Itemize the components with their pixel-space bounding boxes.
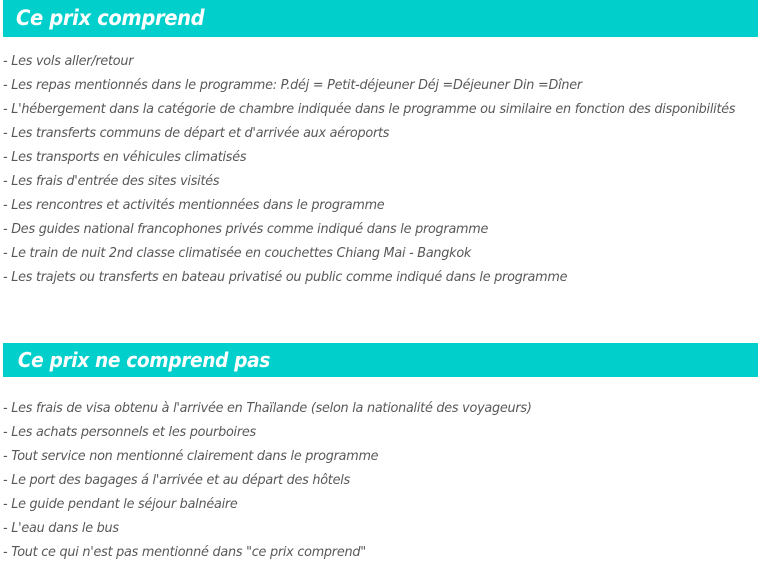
list-item: - Tout ce qui n'est pas mentionné dans "ce prix comprend" <box>3 545 366 560</box>
list-item: - Les repas mentionnés dans le programme: P.déj = Petit-déjeuner Déj =Déjeuner Din =Dîner <box>3 78 582 93</box>
section-title-excluded: Ce prix ne comprend pas <box>17 348 270 372</box>
list-item: - Les transferts communs de départ et d'arrivée aux aéroports <box>3 126 390 141</box>
list-item: - L'eau dans le bus <box>3 521 119 536</box>
list-item: - L'hébergement dans la catégorie de chambre indiquée dans le programme ou similaire en fonction des disponibilités <box>3 102 736 117</box>
list-item: - Le train de nuit 2nd classe climatisée en couchettes Chiang Mai - Bangkok <box>3 246 472 261</box>
list-item: - Les transports en véhicules climatisés <box>3 150 247 165</box>
list-item: - Des guides national francophones privés comme indiqué dans le programme <box>3 222 489 237</box>
list-item: - Les frais d'entrée des sites visités <box>3 174 220 189</box>
excluded-list <box>0 397 758 565</box>
list-item: - Tout service non mentionné clairement dans le programme <box>3 449 379 464</box>
list-item: - Les achats personnels et les pourboires <box>3 425 256 440</box>
list-item: - Les trajets ou transferts en bateau privatisé ou public comme indiqué dans le programme <box>3 270 568 285</box>
list-item: - Les vols aller/retour <box>3 54 134 69</box>
list-item: - Les frais de visa obtenu à l'arrivée en Thaïlande (selon la nationalité des voyageurs) <box>3 401 532 416</box>
list-item: - Les rencontres et activités mentionnées dans le programme <box>3 198 385 213</box>
included-list <box>0 50 758 290</box>
section-heading-bar-excluded <box>3 343 758 377</box>
section-heading-bar-included <box>3 0 758 37</box>
section-title-included: Ce prix comprend <box>16 6 205 30</box>
list-item: - Le port des bagages á l'arrivée et au départ des hôtels <box>3 473 350 488</box>
list-item: - Le guide pendant le séjour balnéaire <box>3 497 238 512</box>
